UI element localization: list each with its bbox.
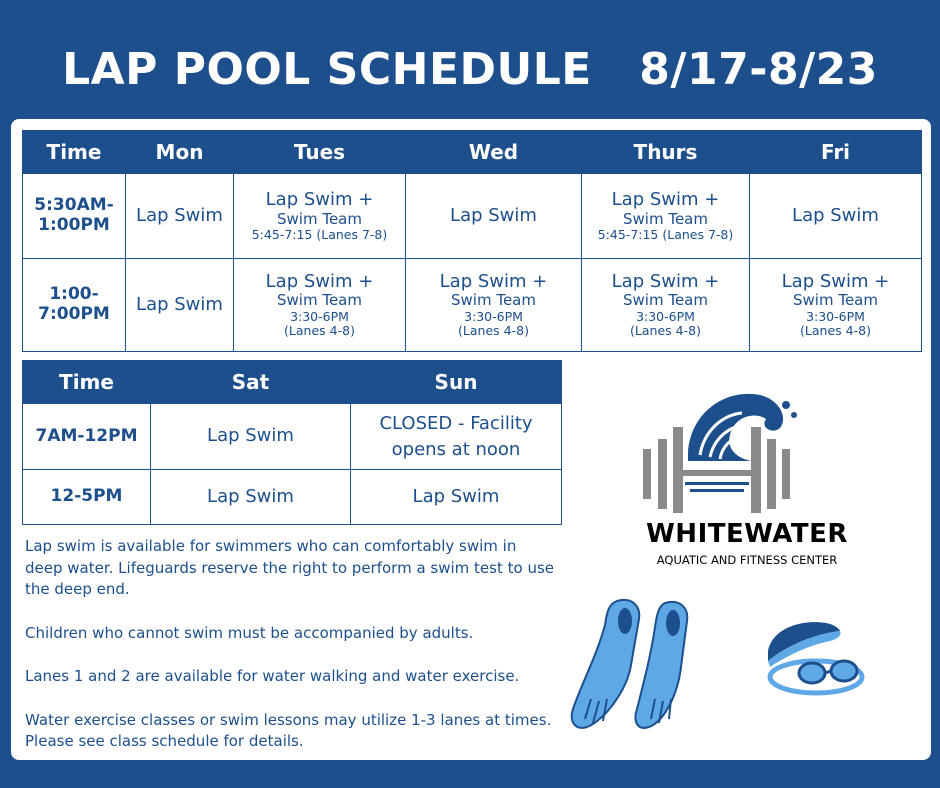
header-time: Time (23, 361, 151, 404)
header-mon: Mon (126, 131, 234, 174)
weekday-header-row (23, 131, 922, 174)
fri-cell (750, 259, 922, 352)
cell-text: Lap Swim (207, 425, 294, 447)
wave-dumbbell-logo-icon (630, 383, 810, 518)
weekend-header-row (23, 361, 562, 404)
table-row (23, 174, 922, 259)
cell-text: 3:30-6PM (806, 308, 865, 324)
cell-text: (Lanes 4-8) (284, 322, 355, 338)
weekend-schedule-table (22, 360, 562, 525)
time-cell (23, 174, 126, 259)
time-cell (23, 259, 126, 352)
header-sat: Sat (151, 361, 351, 404)
cell-text: Lap Swim + (611, 270, 720, 292)
cell-text: Swim Team (623, 209, 708, 228)
time-cell (23, 470, 151, 525)
header-fri: Fri (750, 131, 922, 174)
cell-text: Lap Swim (136, 293, 223, 315)
table-row (23, 404, 562, 470)
header-time: Time (23, 131, 126, 174)
cell-text: 5:45-7:15 (Lanes 7-8) (251, 226, 388, 242)
cell-text: Lap Swim (412, 485, 500, 507)
cell-text: Swim Team (793, 291, 878, 310)
header-thurs: Thurs (582, 131, 750, 174)
swim-cap-goggles-icon (760, 615, 890, 710)
cell-text: CLOSED - Facility opens at noon (379, 413, 533, 460)
mon-cell (126, 174, 234, 259)
cell-text: Swim Team (451, 291, 536, 310)
sun-cell (351, 404, 562, 470)
time-label: 12-5PM (50, 486, 123, 507)
time-label: 1:00-7:00PM (38, 284, 110, 324)
cell-text: Swim Team (277, 291, 362, 310)
cell-text: 3:30-6PM (636, 308, 695, 324)
cell-text: Lap Swim + (265, 188, 374, 210)
sat-cell (151, 470, 351, 525)
tues-cell (234, 259, 406, 352)
thurs-cell (582, 259, 750, 352)
note-paragraph: Lanes 1 and 2 are available for water walking and water exercise. (25, 667, 520, 685)
time-label: 7AM-12PM (35, 425, 138, 446)
table-row (23, 470, 562, 525)
cell-text: 5:45-7:15 (Lanes 7-8) (597, 226, 734, 242)
cell-text: (Lanes 4-8) (458, 322, 529, 338)
fri-cell (750, 174, 922, 259)
sun-cell (351, 470, 562, 525)
tues-cell (234, 174, 406, 259)
cell-text: (Lanes 4-8) (800, 322, 871, 338)
note-paragraph: Lap swim is available for swimmers who can comfortably swim in deep water. Lifeguards reserve the right to perform a swim test to use the deep end. (25, 537, 554, 598)
cell-text: 3:30-6PM (464, 308, 523, 324)
cell-text: Lap Swim (136, 204, 223, 226)
thurs-cell (582, 174, 750, 259)
cell-text: Swim Team (623, 291, 708, 310)
time-cell (23, 404, 151, 470)
wed-cell (406, 259, 582, 352)
mon-cell (126, 259, 234, 352)
page-title: LAP POOL SCHEDULE 8/17-8/23 (62, 44, 878, 95)
table-row (23, 259, 922, 352)
wed-cell (406, 174, 582, 259)
cell-text: Swim Team (277, 209, 362, 228)
cell-text: Lap Swim + (265, 270, 374, 292)
cell-text: Lap Swim + (439, 270, 548, 292)
cell-text: Lap Swim (207, 485, 294, 507)
brand-name: WHITEWATER (646, 519, 848, 549)
header-wed: Wed (406, 131, 582, 174)
swim-fins-icon (565, 595, 725, 735)
time-label: 5:30AM-1:00PM (34, 195, 114, 235)
cell-text: Lap Swim (450, 204, 537, 226)
cell-text: (Lanes 4-8) (630, 322, 701, 338)
cell-text: Lap Swim + (781, 270, 890, 292)
cell-text: 3:30-6PM (290, 308, 349, 324)
sat-cell (151, 404, 351, 470)
brand-subtitle: AQUATIC AND FITNESS CENTER (656, 553, 838, 567)
note-paragraph: Water exercise classes or swim lessons may utilize 1-3 lanes at times. Please see class schedule for details. (25, 710, 552, 750)
header-sun: Sun (351, 361, 562, 404)
cell-text: Lap Swim + (611, 188, 720, 210)
note-paragraph: Children who cannot swim must be accompanied by adults. (25, 623, 474, 642)
weekday-schedule-table (22, 130, 922, 352)
cell-text: Lap Swim (792, 204, 879, 226)
notes-section (25, 536, 555, 775)
header-tues: Tues (234, 131, 406, 174)
